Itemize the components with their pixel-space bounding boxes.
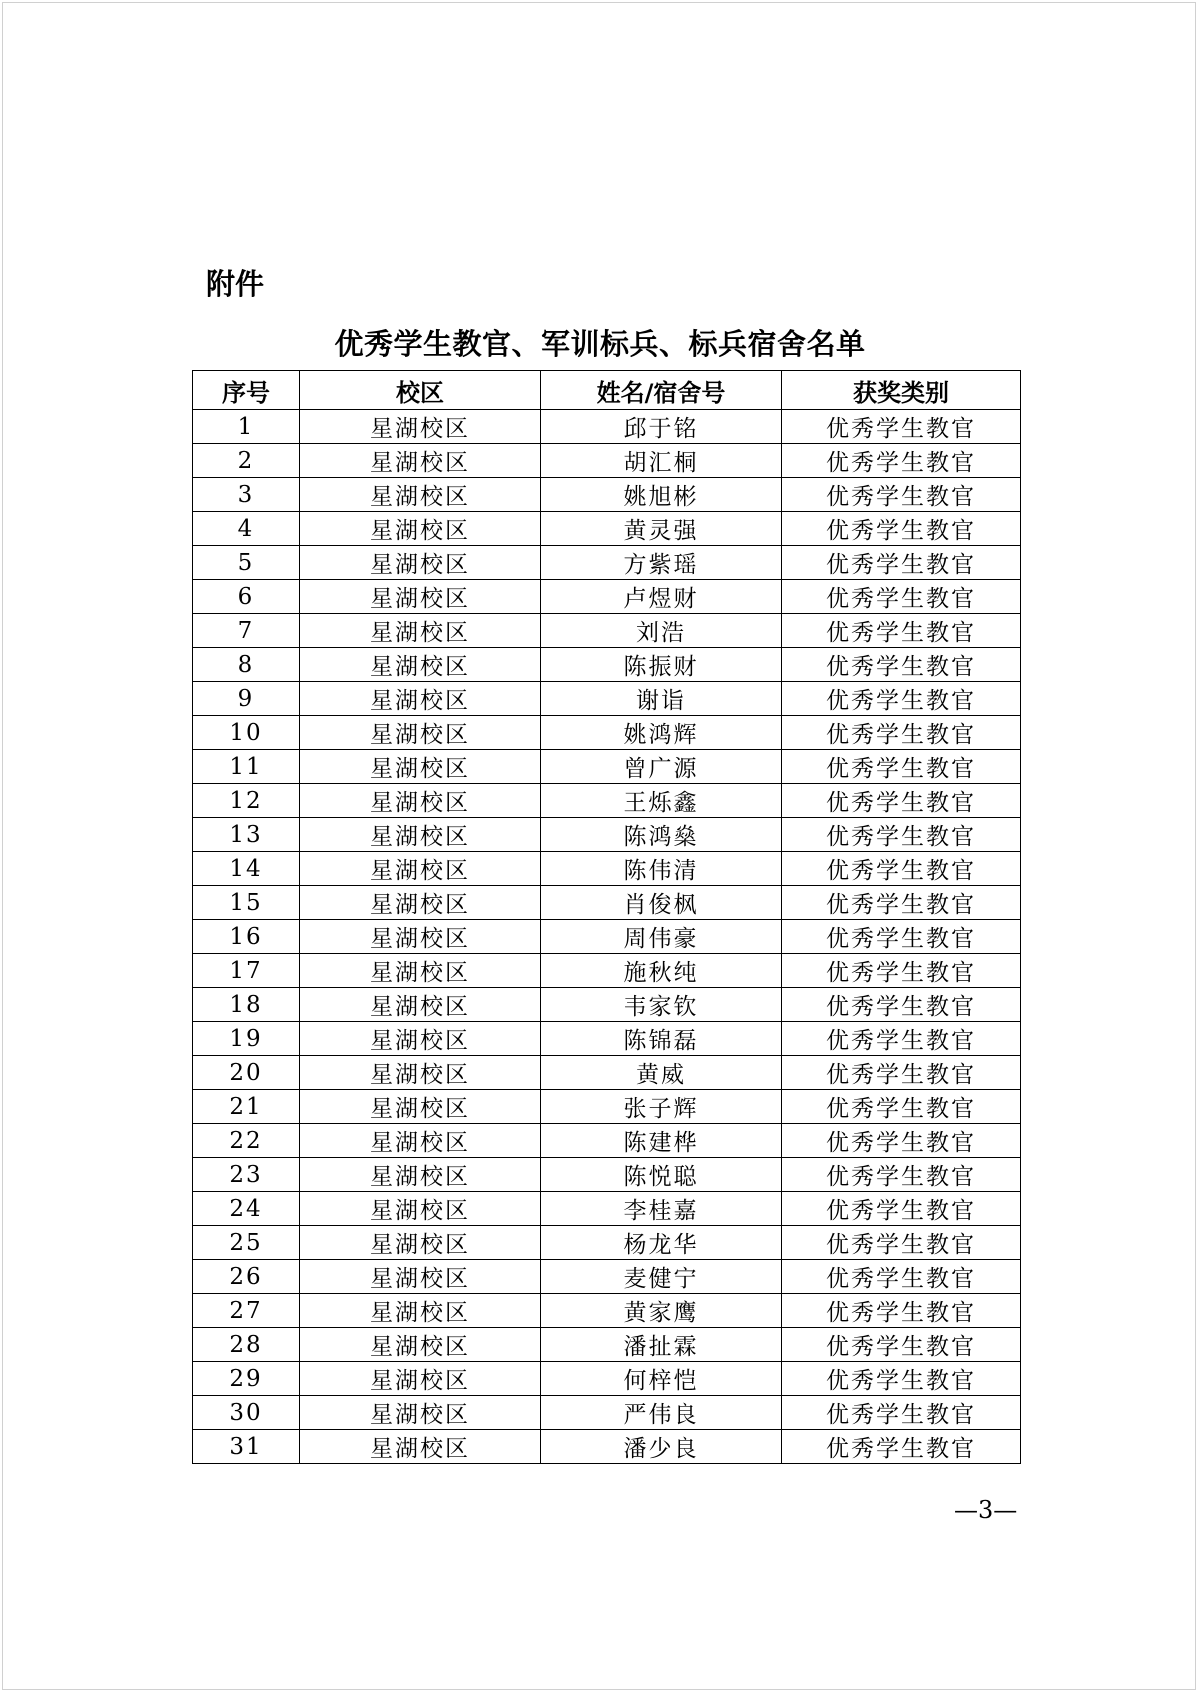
table-row bbox=[193, 1362, 1021, 1396]
cell-award: 优秀学生教官 bbox=[782, 954, 1021, 988]
cell-campus: 星湖校区 bbox=[300, 1226, 541, 1260]
cell-campus: 星湖校区 bbox=[300, 1328, 541, 1362]
cell-campus: 星湖校区 bbox=[300, 1022, 541, 1056]
cell-award: 优秀学生教官 bbox=[782, 1430, 1021, 1464]
cell-award: 优秀学生教官 bbox=[782, 1022, 1021, 1056]
cell-index: 12 bbox=[193, 784, 300, 818]
cell-index: 24 bbox=[193, 1192, 300, 1226]
table-row bbox=[193, 1090, 1021, 1124]
table-row bbox=[193, 512, 1021, 546]
cell-campus: 星湖校区 bbox=[300, 648, 541, 682]
cell-award: 优秀学生教官 bbox=[782, 750, 1021, 784]
table-header-row bbox=[193, 371, 1021, 410]
table-row bbox=[193, 784, 1021, 818]
cell-campus: 星湖校区 bbox=[300, 1396, 541, 1430]
cell-campus: 星湖校区 bbox=[300, 1158, 541, 1192]
cell-index: 2 bbox=[193, 444, 300, 478]
cell-name: 陈建桦 bbox=[541, 1124, 782, 1158]
cell-index: 17 bbox=[193, 954, 300, 988]
cell-index: 14 bbox=[193, 852, 300, 886]
cell-award: 优秀学生教官 bbox=[782, 716, 1021, 750]
cell-index: 20 bbox=[193, 1056, 300, 1090]
table-row bbox=[193, 478, 1021, 512]
table-row bbox=[193, 580, 1021, 614]
cell-campus: 星湖校区 bbox=[300, 920, 541, 954]
cell-name: 黄威 bbox=[541, 1056, 782, 1090]
cell-name: 李桂嘉 bbox=[541, 1192, 782, 1226]
cell-award: 优秀学生教官 bbox=[782, 1056, 1021, 1090]
table-row bbox=[193, 1056, 1021, 1090]
cell-award: 优秀学生教官 bbox=[782, 886, 1021, 920]
table-row bbox=[193, 1022, 1021, 1056]
award-roster-table bbox=[192, 370, 1021, 1464]
cell-campus: 星湖校区 bbox=[300, 716, 541, 750]
table-row bbox=[193, 648, 1021, 682]
cell-campus: 星湖校区 bbox=[300, 444, 541, 478]
cell-award: 优秀学生教官 bbox=[782, 614, 1021, 648]
table-row bbox=[193, 410, 1021, 444]
cell-campus: 星湖校区 bbox=[300, 1430, 541, 1464]
table-row bbox=[193, 1124, 1021, 1158]
cell-award: 优秀学生教官 bbox=[782, 1226, 1021, 1260]
cell-index: 5 bbox=[193, 546, 300, 580]
cell-campus: 星湖校区 bbox=[300, 1124, 541, 1158]
cell-award: 优秀学生教官 bbox=[782, 1124, 1021, 1158]
cell-index: 18 bbox=[193, 988, 300, 1022]
cell-name: 麦健宁 bbox=[541, 1260, 782, 1294]
table-row bbox=[193, 1396, 1021, 1430]
cell-index: 13 bbox=[193, 818, 300, 852]
table-row bbox=[193, 1430, 1021, 1464]
cell-name: 陈鸿燊 bbox=[541, 818, 782, 852]
cell-award: 优秀学生教官 bbox=[782, 1158, 1021, 1192]
cell-index: 11 bbox=[193, 750, 300, 784]
cell-campus: 星湖校区 bbox=[300, 852, 541, 886]
cell-index: 31 bbox=[193, 1430, 300, 1464]
cell-campus: 星湖校区 bbox=[300, 818, 541, 852]
cell-campus: 星湖校区 bbox=[300, 1192, 541, 1226]
cell-index: 23 bbox=[193, 1158, 300, 1192]
cell-award: 优秀学生教官 bbox=[782, 512, 1021, 546]
cell-campus: 星湖校区 bbox=[300, 512, 541, 546]
cell-name: 方紫瑶 bbox=[541, 546, 782, 580]
cell-campus: 星湖校区 bbox=[300, 988, 541, 1022]
cell-award: 优秀学生教官 bbox=[782, 444, 1021, 478]
column-header-name: 姓名/宿舍号 bbox=[541, 371, 782, 410]
table-row bbox=[193, 818, 1021, 852]
cell-name: 何梓恺 bbox=[541, 1362, 782, 1396]
cell-award: 优秀学生教官 bbox=[782, 784, 1021, 818]
table-row bbox=[193, 444, 1021, 478]
cell-award: 优秀学生教官 bbox=[782, 546, 1021, 580]
cell-campus: 星湖校区 bbox=[300, 1260, 541, 1294]
cell-award: 优秀学生教官 bbox=[782, 1090, 1021, 1124]
cell-award: 优秀学生教官 bbox=[782, 920, 1021, 954]
cell-award: 优秀学生教官 bbox=[782, 1294, 1021, 1328]
table-row bbox=[193, 852, 1021, 886]
cell-index: 22 bbox=[193, 1124, 300, 1158]
cell-campus: 星湖校区 bbox=[300, 1056, 541, 1090]
cell-name: 潘扯霖 bbox=[541, 1328, 782, 1362]
cell-index: 26 bbox=[193, 1260, 300, 1294]
cell-award: 优秀学生教官 bbox=[782, 988, 1021, 1022]
cell-name: 黄灵强 bbox=[541, 512, 782, 546]
cell-award: 优秀学生教官 bbox=[782, 648, 1021, 682]
cell-name: 陈振财 bbox=[541, 648, 782, 682]
cell-index: 6 bbox=[193, 580, 300, 614]
table-row bbox=[193, 886, 1021, 920]
cell-index: 21 bbox=[193, 1090, 300, 1124]
cell-name: 胡汇桐 bbox=[541, 444, 782, 478]
cell-award: 优秀学生教官 bbox=[782, 852, 1021, 886]
cell-campus: 星湖校区 bbox=[300, 954, 541, 988]
attachment-label: 附件 bbox=[206, 267, 265, 301]
cell-name: 施秋纯 bbox=[541, 954, 782, 988]
cell-index: 1 bbox=[193, 410, 300, 444]
table-row bbox=[193, 1328, 1021, 1362]
cell-name: 陈锦磊 bbox=[541, 1022, 782, 1056]
table-row bbox=[193, 716, 1021, 750]
cell-award: 优秀学生教官 bbox=[782, 818, 1021, 852]
table-row bbox=[193, 1294, 1021, 1328]
cell-campus: 星湖校区 bbox=[300, 886, 541, 920]
cell-name: 刘浩 bbox=[541, 614, 782, 648]
cell-index: 15 bbox=[193, 886, 300, 920]
cell-campus: 星湖校区 bbox=[300, 1090, 541, 1124]
cell-award: 优秀学生教官 bbox=[782, 1328, 1021, 1362]
cell-campus: 星湖校区 bbox=[300, 478, 541, 512]
cell-name: 姚旭彬 bbox=[541, 478, 782, 512]
column-header-award: 获奖类别 bbox=[782, 371, 1021, 410]
cell-name: 谢诣 bbox=[541, 682, 782, 716]
cell-name: 周伟豪 bbox=[541, 920, 782, 954]
cell-name: 杨龙华 bbox=[541, 1226, 782, 1260]
cell-campus: 星湖校区 bbox=[300, 614, 541, 648]
column-header-index: 序号 bbox=[193, 371, 300, 410]
cell-campus: 星湖校区 bbox=[300, 580, 541, 614]
cell-name: 陈悦聪 bbox=[541, 1158, 782, 1192]
document-title: 优秀学生教官、军训标兵、标兵宿舍名单 bbox=[334, 327, 866, 361]
cell-index: 7 bbox=[193, 614, 300, 648]
cell-name: 韦家钦 bbox=[541, 988, 782, 1022]
cell-award: 优秀学生教官 bbox=[782, 682, 1021, 716]
cell-name: 曾广源 bbox=[541, 750, 782, 784]
cell-campus: 星湖校区 bbox=[300, 750, 541, 784]
cell-name: 肖俊枫 bbox=[541, 886, 782, 920]
table-row bbox=[193, 954, 1021, 988]
table-row bbox=[193, 1260, 1021, 1294]
cell-name: 张子辉 bbox=[541, 1090, 782, 1124]
table-body bbox=[193, 410, 1021, 1464]
cell-campus: 星湖校区 bbox=[300, 1362, 541, 1396]
cell-index: 3 bbox=[193, 478, 300, 512]
cell-name: 严伟良 bbox=[541, 1396, 782, 1430]
cell-name: 黄家鹰 bbox=[541, 1294, 782, 1328]
cell-award: 优秀学生教官 bbox=[782, 1192, 1021, 1226]
cell-name: 卢煜财 bbox=[541, 580, 782, 614]
cell-campus: 星湖校区 bbox=[300, 784, 541, 818]
cell-index: 27 bbox=[193, 1294, 300, 1328]
cell-index: 9 bbox=[193, 682, 300, 716]
cell-award: 优秀学生教官 bbox=[782, 1260, 1021, 1294]
cell-name: 陈伟清 bbox=[541, 852, 782, 886]
cell-index: 16 bbox=[193, 920, 300, 954]
cell-award: 优秀学生教官 bbox=[782, 580, 1021, 614]
cell-campus: 星湖校区 bbox=[300, 682, 541, 716]
cell-award: 优秀学生教官 bbox=[782, 1362, 1021, 1396]
cell-index: 29 bbox=[193, 1362, 300, 1396]
cell-name: 姚鸿辉 bbox=[541, 716, 782, 750]
cell-award: 优秀学生教官 bbox=[782, 410, 1021, 444]
cell-index: 4 bbox=[193, 512, 300, 546]
cell-index: 30 bbox=[193, 1396, 300, 1430]
cell-award: 优秀学生教官 bbox=[782, 478, 1021, 512]
table-row bbox=[193, 682, 1021, 716]
cell-campus: 星湖校区 bbox=[300, 410, 541, 444]
cell-campus: 星湖校区 bbox=[300, 1294, 541, 1328]
cell-award: 优秀学生教官 bbox=[782, 1396, 1021, 1430]
table-row bbox=[193, 750, 1021, 784]
table-row bbox=[193, 1192, 1021, 1226]
table-row bbox=[193, 614, 1021, 648]
table-row bbox=[193, 546, 1021, 580]
cell-campus: 星湖校区 bbox=[300, 546, 541, 580]
cell-index: 19 bbox=[193, 1022, 300, 1056]
table-row bbox=[193, 988, 1021, 1022]
cell-index: 28 bbox=[193, 1328, 300, 1362]
table-row bbox=[193, 1158, 1021, 1192]
cell-index: 25 bbox=[193, 1226, 300, 1260]
column-header-campus: 校区 bbox=[300, 371, 541, 410]
cell-index: 8 bbox=[193, 648, 300, 682]
cell-name: 潘少良 bbox=[541, 1430, 782, 1464]
page-number: —3— bbox=[954, 1496, 1018, 1524]
table-row bbox=[193, 1226, 1021, 1260]
cell-index: 10 bbox=[193, 716, 300, 750]
table-row bbox=[193, 920, 1021, 954]
cell-name: 邱于铭 bbox=[541, 410, 782, 444]
cell-name: 王烁鑫 bbox=[541, 784, 782, 818]
